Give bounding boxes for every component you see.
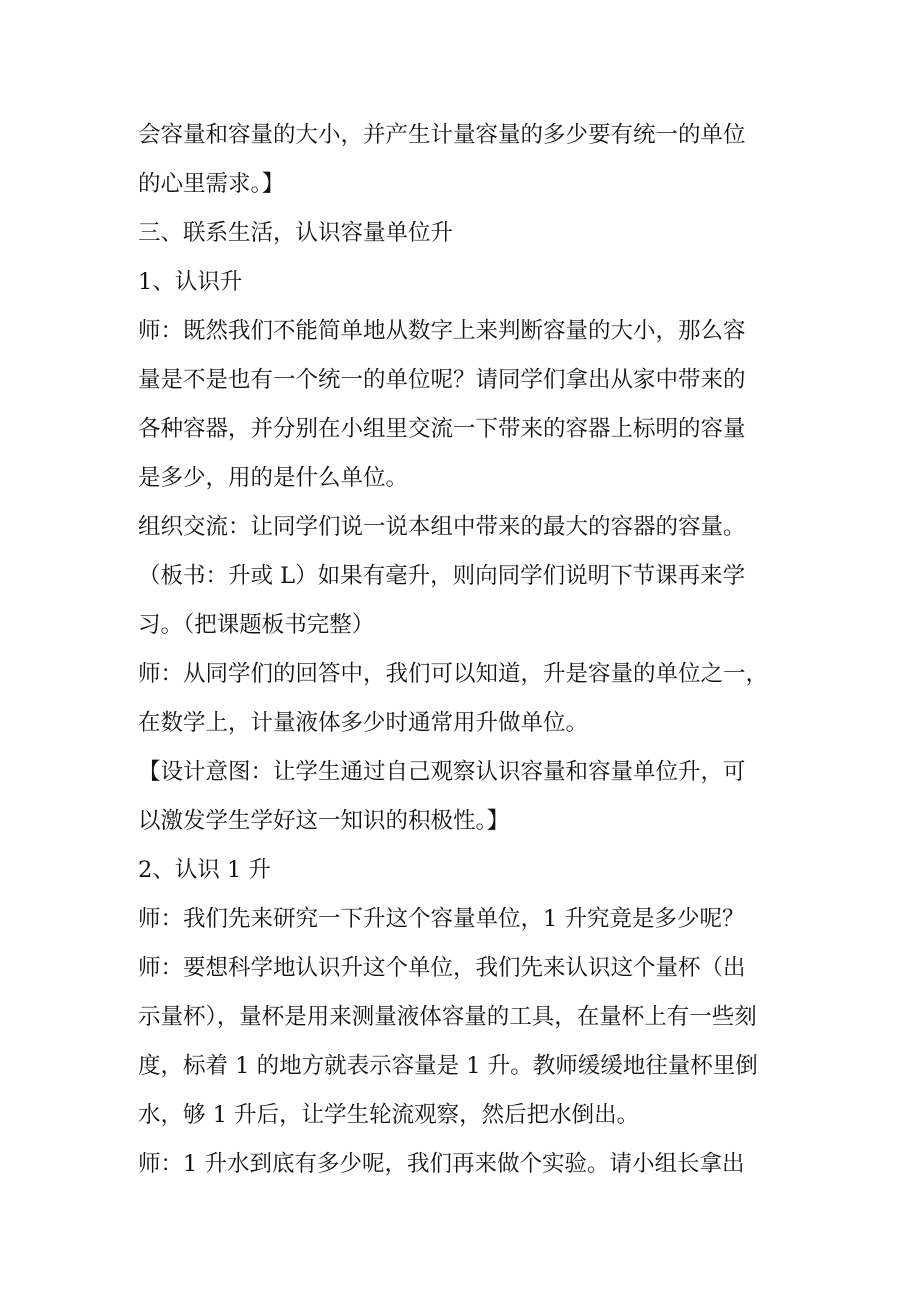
subsection-heading-1: 1、认识升 [138,269,243,295]
text-line-19: 示量杯），量杯是用来测量液体容量的工具，在量杯上有一些刻 [138,1004,757,1030]
text-line-9: 组织交流：让同学们说一说本组中带来的最大的容器的容量。 [138,514,746,540]
text-line-6: 量是不是也有一个统一的单位呢？请同学们拿出从家中带来的 [138,367,746,393]
text-line-22: 师：1 升水到底有多少呢，我们再来做个实验。请小组长拿出 [138,1151,745,1177]
text-line-5: 师：既然我们不能简单地从数字上来判断容量的大小，那么容 [138,318,746,344]
text-line-21: 水，够 1 升后，让学生轮流观察，然后把水倒出。 [138,1102,640,1128]
text-line-20: 度，标着 1 的地方就表示容量是 1 升。教师缓缓地往量杯里倒 [138,1053,758,1079]
section-heading-3: 三、联系生活，认识容量单位升 [138,220,454,246]
text-line-1: 会容量和容量的大小，并产生计量容量的多少要有统一的单位 [138,122,746,148]
design-intent-line-1: 【设计意图：让学生通过自己观察认识容量和容量单位升，可 [138,759,746,785]
text-line-11: 习。（把课题板书完整） [138,612,375,638]
design-intent-line-2: 以激发学生学好这一知识的积极性。】 [138,808,510,834]
text-line-18: 师：要想科学地认识升这个单位，我们先来认识这个量杯（出 [138,955,746,981]
text-line-7: 各种容器，并分别在小组里交流一下带来的容器上标明的容量 [138,416,746,442]
text-line-2: 的心里需求。】 [138,171,285,197]
subsection-heading-2: 2、认识 1 升 [138,857,271,883]
text-line-13: 在数学上，计量液体多少时通常用升做单位。 [138,710,589,736]
text-line-10: （板书：升或 L）如果有毫升，则向同学们说明下节课再来学 [138,563,746,589]
text-line-12: 师：从同学们的回答中，我们可以知道，升是容量的单位之一， [138,661,769,687]
text-line-8: 是多少，用的是什么单位。 [138,465,409,491]
text-line-17: 师：我们先来研究一下升这个容量单位，1 升究竟是多少呢？ [138,906,745,932]
